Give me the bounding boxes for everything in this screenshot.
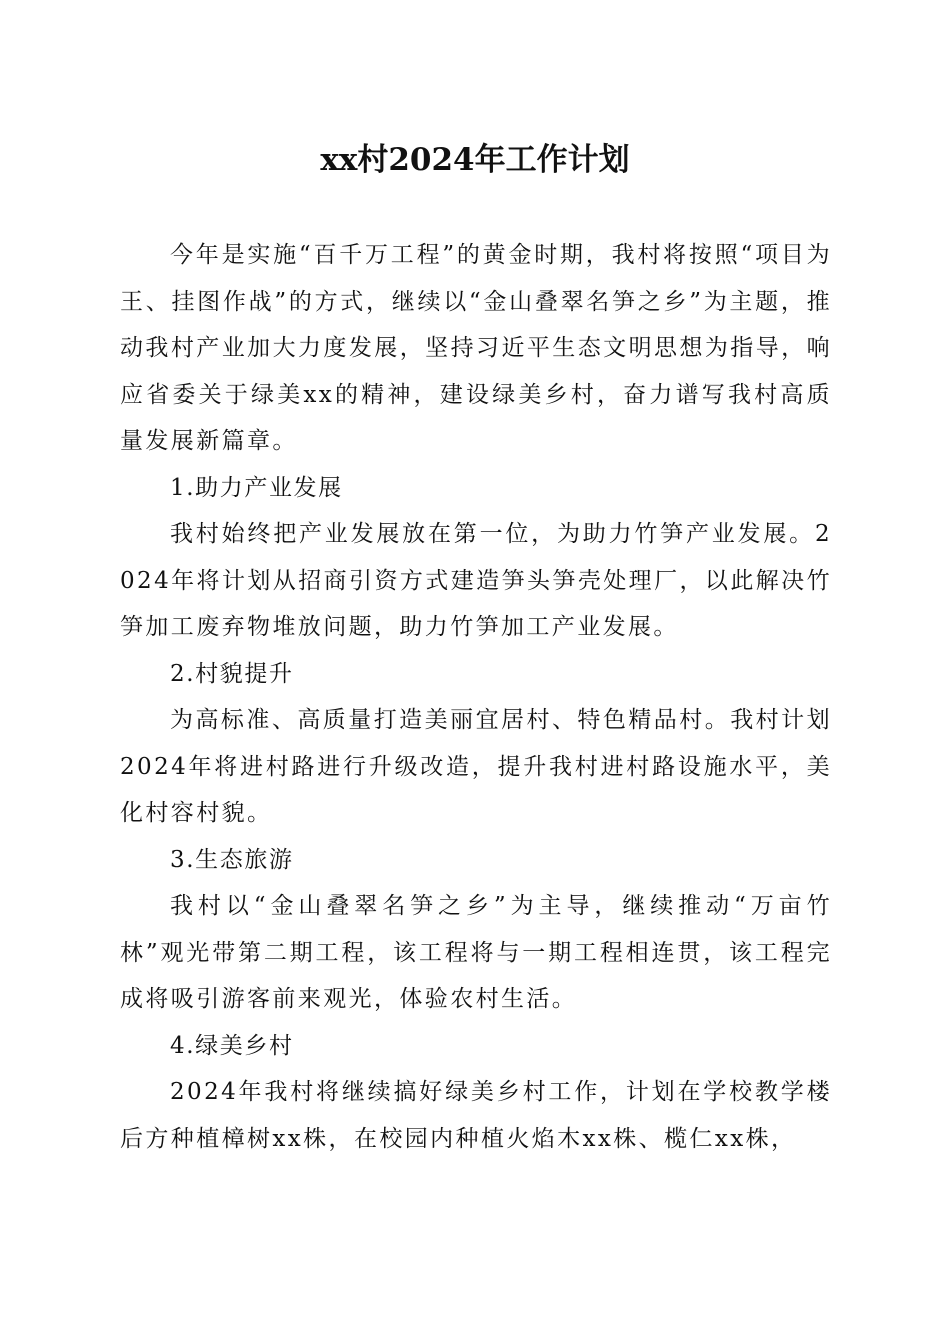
section-text-industry: 我村始终把产业发展放在第一位，为助力竹笋产业发展。2024年将计划从招商引资方式建造笋头笋壳处理厂，以此解决竹笋加工废弃物堆放问题，助力竹笋加工产业发展。 <box>120 521 832 640</box>
document-title: xx村2024年工作计划 <box>320 142 630 178</box>
intro-paragraph: 今年是实施“百千万工程”的黄金时期，我村将按照“项目为王、挂图作战”的方式，继续以“金山叠翠名笋之乡”为主题，推动我村产业加大力度发展，坚持习近平生态文明思想为指导，响应省委关于绿美xx的精神，建设绿美乡村，奋力谱写我村高质量发展新篇章。 <box>120 242 832 454</box>
section-heading-eco-tourism: 3.生态旅游 <box>170 846 294 873</box>
document-body <box>120 232 832 1162</box>
section-heading-industry: 1.助力产业发展 <box>170 474 343 501</box>
section-text-village-appearance: 为高标准、高质量打造美丽宜居村、特色精品村。我村计划2024年将进村路进行升级改造，提升我村进村路设施水平，美化村容村貌。 <box>120 707 832 826</box>
section-text-green-village: 2024年我村将继续搞好绿美乡村工作，计划在学校教学楼后方种植樟树xx株，在校园内种植火焰木xx株、榄仁xx株， <box>120 1079 832 1152</box>
section-heading-village-appearance: 2.村貌提升 <box>170 660 294 687</box>
section-heading-green-village: 4.绿美乡村 <box>170 1032 294 1059</box>
section-text-eco-tourism: 我村以“金山叠翠名笋之乡”为主导，继续推动“万亩竹林”观光带第二期工程，该工程将与一期工程相连贯，该工程完成将吸引游客前来观光，体验农村生活。 <box>120 893 832 1012</box>
